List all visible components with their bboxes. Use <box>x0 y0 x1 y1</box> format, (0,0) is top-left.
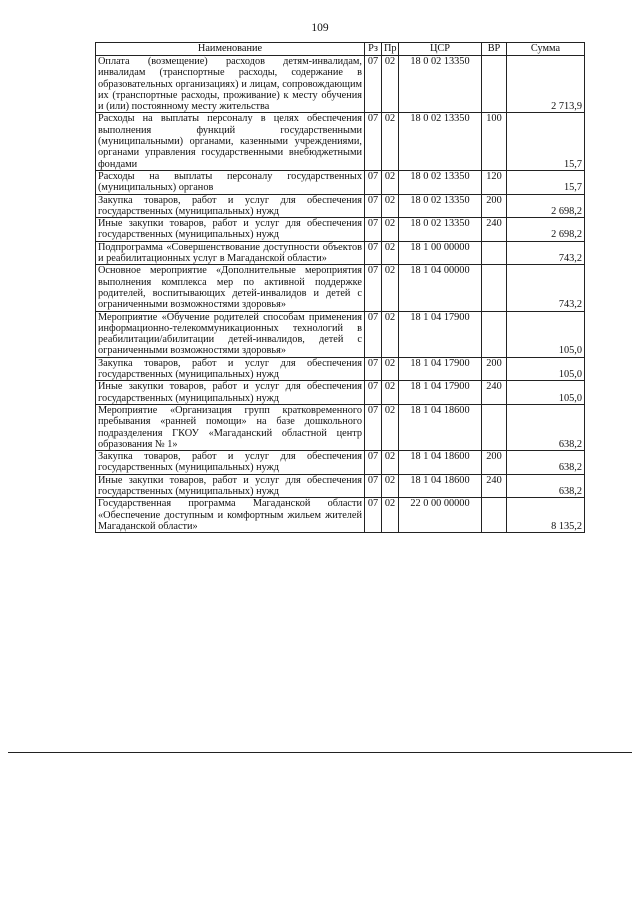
row-name: Основное мероприятие «Дополнительные мероприятия выполнения комплекса мер по активной поддержке родителей, воспитывающих детей-инвалидов и детей с ограниченными возможностями здоровья» <box>96 265 365 311</box>
row-rz: 07 <box>365 218 382 242</box>
row-pr: 02 <box>382 357 399 381</box>
row-csr: 18 1 04 18600 <box>399 404 482 450</box>
row-pr: 02 <box>382 311 399 357</box>
row-vr: 200 <box>482 194 507 218</box>
row-vr: 200 <box>482 451 507 475</box>
row-rz: 07 <box>365 474 382 498</box>
row-rz: 07 <box>365 404 382 450</box>
header-rz: Рз <box>365 43 382 56</box>
table-row <box>96 311 585 357</box>
row-pr: 02 <box>382 498 399 533</box>
row-csr: 22 0 00 00000 <box>399 498 482 533</box>
row-vr <box>482 56 507 113</box>
row-sum: 2 713,9 <box>507 56 585 113</box>
table-row <box>96 404 585 450</box>
row-vr: 200 <box>482 357 507 381</box>
row-csr: 18 0 02 13350 <box>399 113 482 170</box>
row-csr: 18 1 04 17900 <box>399 357 482 381</box>
row-vr: 240 <box>482 474 507 498</box>
row-sum: 743,2 <box>507 241 585 265</box>
row-sum: 638,2 <box>507 451 585 475</box>
row-csr: 18 0 02 13350 <box>399 170 482 194</box>
row-rz: 07 <box>365 381 382 405</box>
row-pr: 02 <box>382 56 399 113</box>
table-row <box>96 498 585 533</box>
row-name: Мероприятие «Обучение родителей способам применения информационно-телекоммуникационных технологий в реабилитации/абилитации детей-инвалидов, детей с ограниченными возможностями здоровья» <box>96 311 365 357</box>
row-csr: 18 1 04 00000 <box>399 265 482 311</box>
row-rz: 07 <box>365 357 382 381</box>
row-rz: 07 <box>365 498 382 533</box>
row-sum: 638,2 <box>507 404 585 450</box>
budget-table <box>95 42 585 533</box>
row-name: Государственная программа Магаданской области «Обеспечение доступным и комфортным жильем жителей Магаданской области» <box>96 498 365 533</box>
row-csr: 18 0 02 13350 <box>399 56 482 113</box>
table-row <box>96 194 585 218</box>
row-sum: 15,7 <box>507 113 585 170</box>
row-rz: 07 <box>365 56 382 113</box>
table-row <box>96 265 585 311</box>
row-pr: 02 <box>382 451 399 475</box>
row-rz: 07 <box>365 265 382 311</box>
table-row <box>96 474 585 498</box>
header-pr: Пр <box>382 43 399 56</box>
row-pr: 02 <box>382 241 399 265</box>
footer-divider <box>8 752 632 753</box>
page-number: 109 <box>311 22 329 34</box>
table-row <box>96 113 585 170</box>
header-sum: Сумма <box>507 43 585 56</box>
row-csr: 18 0 02 13350 <box>399 194 482 218</box>
row-csr: 18 1 04 17900 <box>399 311 482 357</box>
row-vr <box>482 498 507 533</box>
row-pr: 02 <box>382 170 399 194</box>
row-pr: 02 <box>382 113 399 170</box>
row-sum: 743,2 <box>507 265 585 311</box>
row-vr: 100 <box>482 113 507 170</box>
row-name: Расходы на выплаты персоналу государственных (муниципальных) органов <box>96 170 365 194</box>
row-csr: 18 1 04 18600 <box>399 451 482 475</box>
row-rz: 07 <box>365 241 382 265</box>
row-rz: 07 <box>365 194 382 218</box>
row-vr <box>482 404 507 450</box>
header-csr: ЦСР <box>399 43 482 56</box>
row-csr: 18 1 00 00000 <box>399 241 482 265</box>
row-sum: 2 698,2 <box>507 218 585 242</box>
row-vr <box>482 265 507 311</box>
row-pr: 02 <box>382 404 399 450</box>
row-name: Иные закупки товаров, работ и услуг для обеспечения государственных (муниципальных) нужд <box>96 474 365 498</box>
table-header-row <box>96 43 585 56</box>
row-csr: 18 1 04 18600 <box>399 474 482 498</box>
row-sum: 8 135,2 <box>507 498 585 533</box>
table-row <box>96 357 585 381</box>
row-pr: 02 <box>382 265 399 311</box>
row-name: Подпрограмма «Совершенствование доступности объектов и реабилитационных услуг в Магаданской области» <box>96 241 365 265</box>
row-vr <box>482 311 507 357</box>
header-name: Наименование <box>96 43 365 56</box>
row-vr: 120 <box>482 170 507 194</box>
header-vr: ВР <box>482 43 507 56</box>
row-pr: 02 <box>382 381 399 405</box>
row-pr: 02 <box>382 218 399 242</box>
row-name: Иные закупки товаров, работ и услуг для обеспечения государственных (муниципальных) нужд <box>96 381 365 405</box>
row-rz: 07 <box>365 311 382 357</box>
row-name: Закупка товаров, работ и услуг для обеспечения государственных (муниципальных) нужд <box>96 451 365 475</box>
row-csr: 18 1 04 17900 <box>399 381 482 405</box>
row-sum: 105,0 <box>507 357 585 381</box>
row-sum: 15,7 <box>507 170 585 194</box>
row-sum: 2 698,2 <box>507 194 585 218</box>
row-name: Закупка товаров, работ и услуг для обеспечения государственных (муниципальных) нужд <box>96 194 365 218</box>
table-row <box>96 381 585 405</box>
row-vr <box>482 241 507 265</box>
row-vr: 240 <box>482 218 507 242</box>
row-name: Закупка товаров, работ и услуг для обеспечения государственных (муниципальных) нужд <box>96 357 365 381</box>
row-rz: 07 <box>365 451 382 475</box>
row-name: Оплата (возмещение) расходов детям-инвалидам, инвалидам (транспортные расходы, содержание в образовательных организациях) и лицам, сопровождающим их (транспортные расходы, проживание) к месту обучения и (или) постоянному месту жительства <box>96 56 365 113</box>
table-row <box>96 241 585 265</box>
table-row <box>96 170 585 194</box>
row-sum: 105,0 <box>507 311 585 357</box>
row-rz: 07 <box>365 113 382 170</box>
table-row <box>96 451 585 475</box>
row-csr: 18 0 02 13350 <box>399 218 482 242</box>
row-pr: 02 <box>382 474 399 498</box>
table-row <box>96 56 585 113</box>
row-name: Расходы на выплаты персоналу в целях обеспечения выполнения функций государственными (муниципальными) органами, казенными учреждениями, органами управления государственными внебюджетными фондами <box>96 113 365 170</box>
table-row <box>96 218 585 242</box>
row-sum: 105,0 <box>507 381 585 405</box>
row-name: Иные закупки товаров, работ и услуг для обеспечения государственных (муниципальных) нужд <box>96 218 365 242</box>
row-sum: 638,2 <box>507 474 585 498</box>
row-vr: 240 <box>482 381 507 405</box>
row-rz: 07 <box>365 170 382 194</box>
row-name: Мероприятие «Организация групп кратковременного пребывания «ранней помощи» на базе дошкольного подразделения ГКОУ «Магаданский областной центр образования № 1» <box>96 404 365 450</box>
row-pr: 02 <box>382 194 399 218</box>
